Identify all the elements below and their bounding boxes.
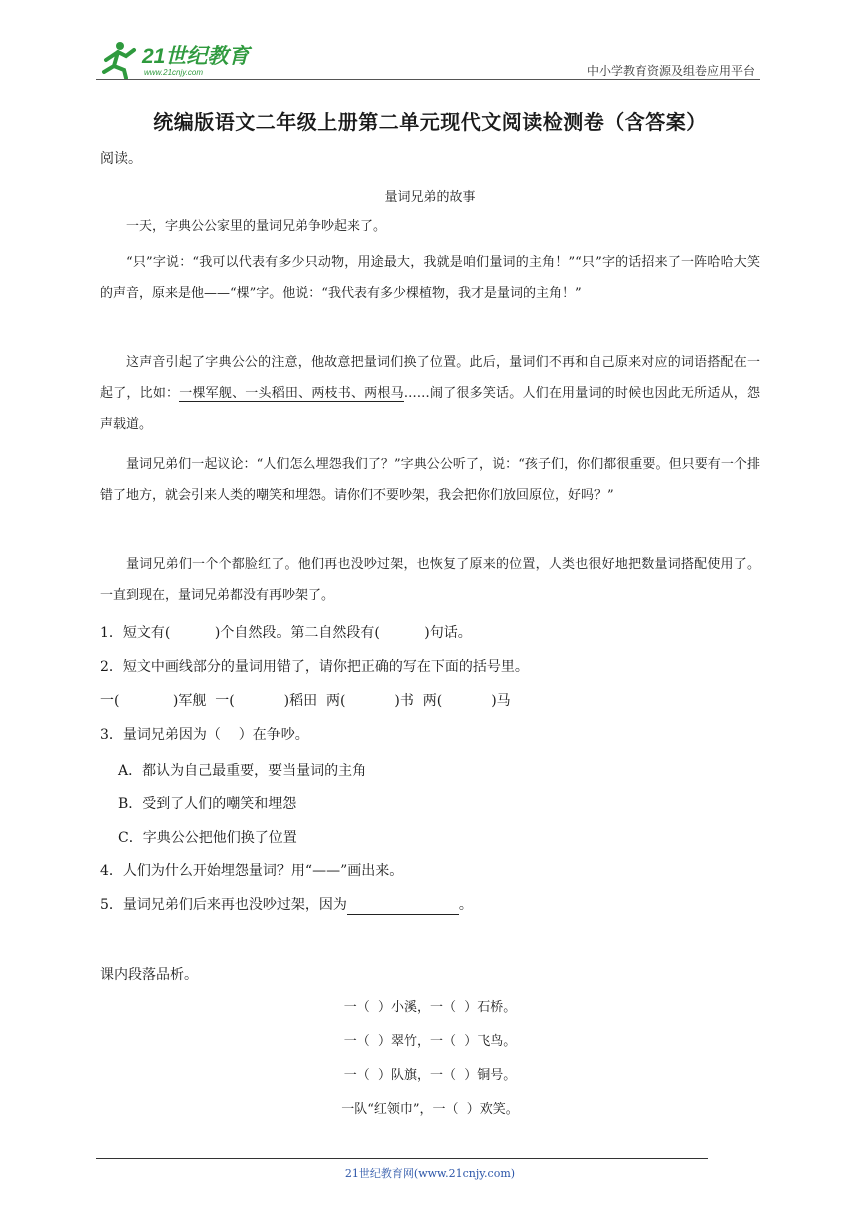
poem-line-2: 一（ ）翠竹，一（ ）飞鸟。 xyxy=(343,1034,517,1049)
poem-line-3: 一（ ）队旗，一（ ）铜号。 xyxy=(343,1068,517,1083)
question-5 xyxy=(100,895,473,915)
story-paragraph-2: “只”字说：“我可以代表有多少只动物，用途最大，我就是咱们量词的主角！”“只”字的话招来了一阵哈哈大笑的声音，原来是他——“棵”字。他说：“我代表有多少棵植物，我才是量词的主角！” xyxy=(100,255,760,301)
question-3-option-c: C．字典公公把他们换了位置 xyxy=(118,830,297,846)
story-paragraph-3 xyxy=(100,347,760,440)
paragraph-3-end: ……闹了很多笑话。人们在用量词的时候也因此无所适从，怨声载道。 xyxy=(100,386,760,432)
answer-blank xyxy=(347,900,459,915)
question-3-option-b: B．受到了人们的嘲笑和埋怨 xyxy=(118,796,297,812)
logo-url-text: www.21cnjy.com xyxy=(144,68,203,77)
document-title: 统编版语文二年级上册第二单元现代文阅读检测卷（含答案） xyxy=(153,110,707,134)
story-paragraph-1: 一天，字典公公家里的量词兄弟争吵起来了。 xyxy=(126,219,387,234)
footer-link[interactable]: 21世纪教育网(www.21cnjy.com) xyxy=(344,1167,516,1180)
footer-divider xyxy=(96,1158,708,1159)
story-paragraph-5: 量词兄弟们一个个都脸红了。他们再也没吵过架，也恢复了原来的位置，人类也很好地把数量词搭配使用了。一直到现在，量词兄弟都没有再吵架了。 xyxy=(100,557,760,603)
story-paragraph-4: 量词兄弟们一起议论：“人们怎么埋怨我们了？”字典公公听了，说：“孩子们，你们都很重要。但只要有一个排错了地方，就会引来人类的嘲笑和埋怨。请你们不要吵架，我会把你们放回原位，好吗？” xyxy=(100,457,760,503)
site-logo xyxy=(96,38,266,80)
section-reading-label: 阅读。 xyxy=(100,151,142,167)
question-3: 3．量词兄弟因为（ ）在争吵。 xyxy=(100,727,309,743)
question-1: 1．短文有( )个自然段。第二自然段有( )句话。 xyxy=(100,625,472,641)
runner-logo-icon xyxy=(96,38,266,80)
story-title: 量词兄弟的故事 xyxy=(384,190,476,205)
question-2-blanks: 一( )军舰 一( )稻田 两( )书 两( )马 xyxy=(100,693,511,709)
section-analysis-label: 课内段落品析。 xyxy=(100,967,198,983)
poem-line-4: 一队“红领巾”，一（ ）欢笑。 xyxy=(341,1102,519,1117)
header-platform-name: 中小学教育资源及组卷应用平台 xyxy=(586,64,755,78)
question-5-text: 5．量词兄弟们后来再也没吵过架，因为 xyxy=(100,897,347,913)
question-3-option-a: A．都认为自己最重要，要当量词的主角 xyxy=(118,763,367,779)
poem-line-1: 一（ ）小溪，一（ ）石桥。 xyxy=(343,1000,517,1015)
question-4: 4．人们为什么开始埋怨量词？用“——”画出来。 xyxy=(100,863,404,879)
question-2: 2．短文中画线部分的量词用错了，请你把正确的写在下面的括号里。 xyxy=(100,659,529,675)
header-divider xyxy=(96,79,760,80)
underlined-measure-words: 一棵军舰、一头稻田、两枝书、两根马 xyxy=(179,386,404,401)
question-5-end: 。 xyxy=(458,897,473,913)
paragraph-3-start: 这声音引起了字典公公的注意，他故意把量词们换了位置。此后，量词们不再和自己原来对应的词语搭配在一起了，比如： xyxy=(100,355,760,401)
logo-brand-text: 21世纪教育 xyxy=(142,45,250,68)
